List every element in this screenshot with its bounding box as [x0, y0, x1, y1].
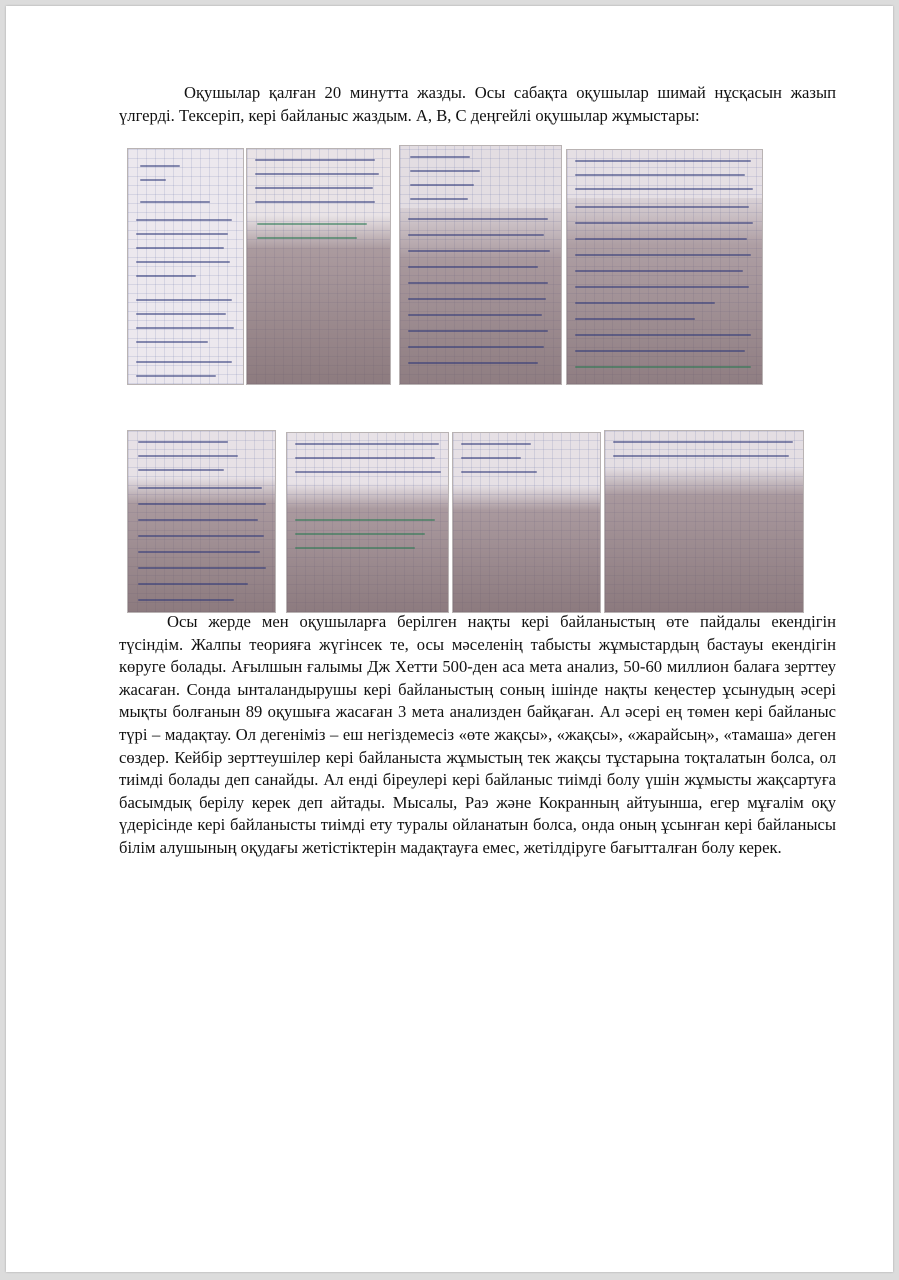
student-work-photo-1 [127, 148, 244, 385]
student-work-photo-7 [452, 432, 601, 613]
student-work-photo-2 [246, 148, 391, 385]
student-work-photo-3 [399, 145, 562, 385]
paragraph-reflection: Осы жерде мен оқушыларға берілген нақты кері байланыстың өте пайдалы екендігін түсіндім. Жалпы теорияға жүгінсек те, осы мәселенің табысты жұмыстардың бастауы екендігін көруге болады. Ағылшын ғалымы Дж Хетти 500-ден аса мета анализ, 50-60 миллион балаға зерттеу жасаған. Сонда ынталандырушы кері байланыстың соның ішінде нақты кеңестер ұсынудың әсері мықты болғанын 89 оқушыға жасаған 3 мета анализден байқаған. Ал әсері ең төмен кері байланыс түрі – мадақтау. Ол дегеніміз – еш негіздемесіз «өте жақсы», «жақсы», «жарайсың», «тамаша» деген сөздер. Кейбір зерттеушілер кері байланыста жұмыстың тек жақсы тұстарына тоқталатын болса, ол тиімді болады деп санайды. Ал енді біреулері кері байланыс тиімді болу үшін жұмысты жақсартуға басымдық берілу керек деп айтады. Мысалы, Раэ және Кокранның айтуынша, егер мұғалім оқу үдерісінде кері байланысты тиімді ету туралы ойланатын болса, онда оның ұсынған кері байланысы білім алушының оқудағы жетістіктерін мадақтауға емес, жетілдіруге бағытталған болу керек. [119, 612, 836, 857]
student-work-photo-5 [127, 430, 276, 613]
student-work-photo-8 [604, 430, 804, 613]
paragraph-intro: Оқушылар қалған 20 минутта жазды. Осы сабақта оқушылар шимай нұсқасын жазып үлгерді. Тексеріп, кері байланыс жаздым. А, В, С деңгейлі оқушылар жұмыстары: [119, 83, 836, 125]
student-work-photo-4 [566, 149, 763, 385]
student-work-photo-6 [286, 432, 449, 613]
